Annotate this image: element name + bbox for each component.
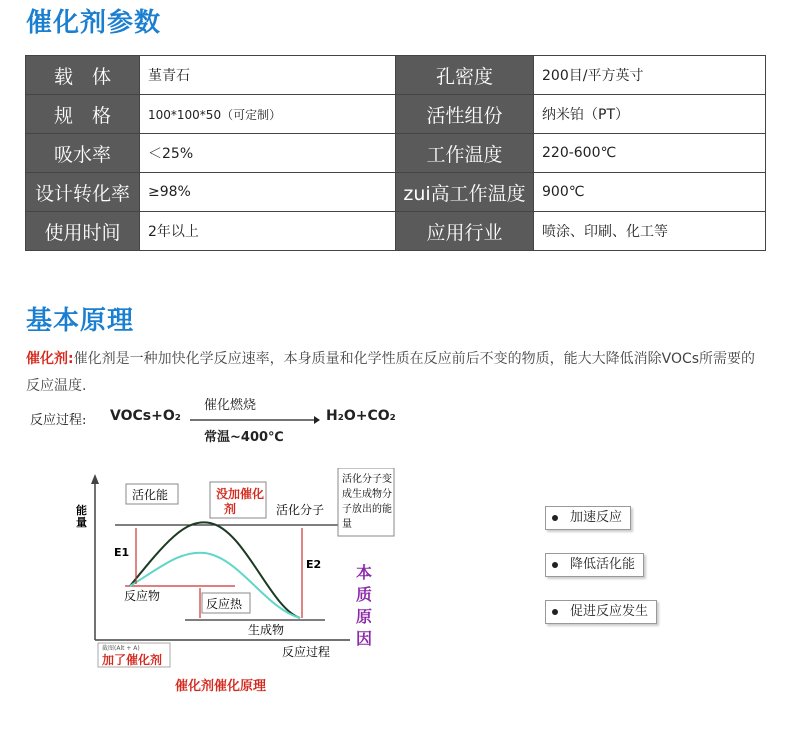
equation-label: 反应过程: xyxy=(30,413,87,428)
params-row xyxy=(26,134,766,173)
reaction-equation xyxy=(30,398,450,448)
bullet-icon xyxy=(552,609,558,615)
param-value: 900℃ xyxy=(534,173,766,212)
catalysis-energy-diagram xyxy=(70,468,400,700)
param-value: 200目/平方英寸 xyxy=(534,56,766,95)
bullet-icon xyxy=(552,515,558,521)
heat-label: 反应热 xyxy=(206,597,243,611)
activated-molecule-label: 活化分子 xyxy=(276,503,325,517)
legend-label: 促进反应发生 xyxy=(570,604,649,619)
no-catalyst-label-2: 剂 xyxy=(224,502,237,516)
params-row xyxy=(26,56,766,95)
legend-label: 降低活化能 xyxy=(570,557,636,572)
activation-energy-label: 活化能 xyxy=(132,488,169,502)
param-value: 100*100*50（可定制） xyxy=(140,95,396,134)
param-label: 吸水率 xyxy=(26,134,140,173)
param-value: 喷涂、印刷、化工等 xyxy=(534,212,766,251)
equation-condition-above: 催化燃烧 xyxy=(204,398,257,413)
param-label: zui高工作温度 xyxy=(396,173,534,212)
param-label: 工作温度 xyxy=(396,134,534,173)
equation-condition-below: 常温~400℃ xyxy=(204,430,284,445)
legend-item xyxy=(545,553,644,577)
param-value: 2年以上 xyxy=(140,212,396,251)
params-row xyxy=(26,95,766,134)
equation-arrow xyxy=(190,415,320,425)
no-catalyst-label-1: 没加催化 xyxy=(216,487,265,501)
essence-label: 本质原因 xyxy=(356,563,373,648)
e2-label: E2 xyxy=(306,558,322,571)
legend-label: 加速反应 xyxy=(570,510,623,525)
param-value: 220-600℃ xyxy=(534,134,766,173)
equation-products: H₂O+CO₂ xyxy=(326,408,396,424)
product-label: 生成物 xyxy=(248,623,285,637)
description xyxy=(26,346,766,400)
with-catalyst-label: 加了催化剂 xyxy=(102,653,163,667)
param-value: 纳米铂（PT） xyxy=(534,95,766,134)
description-highlight: 催化剂: xyxy=(26,351,74,367)
params-row xyxy=(26,173,766,212)
param-label: 孔密度 xyxy=(396,56,534,95)
params-row xyxy=(26,212,766,251)
param-label: 载 体 xyxy=(26,56,140,95)
param-value: ≥98% xyxy=(140,173,396,212)
reactant-label: 反应物 xyxy=(124,589,161,603)
legend-item xyxy=(545,600,657,624)
param-label: 活性组份 xyxy=(396,95,534,134)
screenshot-tag: 截图(Alt + A) xyxy=(102,645,140,652)
y-axis-label-1: 能 xyxy=(76,504,87,517)
param-label: 规 格 xyxy=(26,95,140,134)
param-label: 设计转化率 xyxy=(26,173,140,212)
legend-item xyxy=(545,506,631,530)
section-title-params: 催化剂参数 xyxy=(26,8,162,38)
y-axis-label-2: 量 xyxy=(76,516,87,529)
param-label: 应用行业 xyxy=(396,212,534,251)
param-value: 堇青石 xyxy=(140,56,396,95)
params-table xyxy=(25,55,766,251)
param-value: ＜25% xyxy=(140,134,396,173)
e1-label: E1 xyxy=(114,546,130,559)
equation-reactants: VOCs+O₂ xyxy=(110,408,181,424)
y-axis-arrow xyxy=(91,474,99,484)
param-label: 使用时间 xyxy=(26,212,140,251)
diagram-caption: 催化剂催化原理 xyxy=(175,679,267,694)
note-text: 活化分子变成生成物分子放出的能量 xyxy=(342,474,392,530)
description-text: 催化剂是一种加快化学反应速率，本身质量和化学性质在反应前后不变的物质，能大大降低消除VOCs所需要的反应温度. xyxy=(26,351,756,394)
bullet-icon xyxy=(552,562,558,568)
section-title-principle: 基本原理 xyxy=(26,306,135,336)
x-axis-label: 反应过程 xyxy=(282,645,331,659)
